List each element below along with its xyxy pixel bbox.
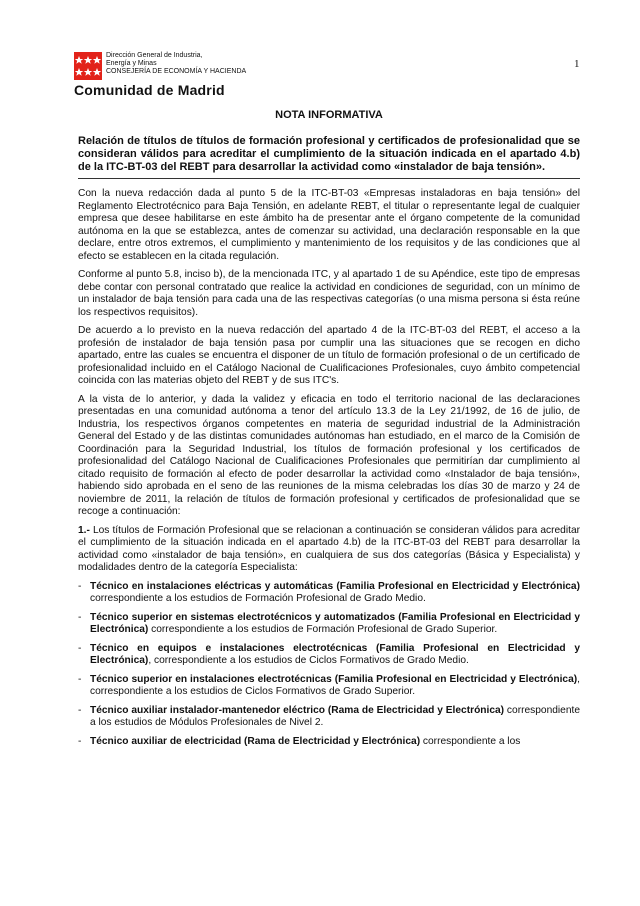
paragraph: Conforme al punto 5.8, inciso b), de la mencionada ITC, y al apartado 1 de su Apéndice, este tipo de empresas debe contar con personal contratado que realice la actividad en condiciones de seguridad, con un mínimo de un instalador de baja tensión para cada una de las respectivas categorías (o una misma persona si ésta reúne los respectivos requisitos). (78, 269, 580, 318)
letterhead (74, 48, 314, 98)
list-item (78, 674, 580, 699)
section-text: Los títulos de Formación Profesional que se relacionan a continuación se consideran válidos para acreditar el cumplimiento de la situación indicada en el apartado 4.b) de la ITC-BT-03 del REBT para desarrollar la actividad como «instalador de baja tensión», en cualquiera de sus dos categorías (Básica y Especialista) y modalidades dentro de la categoría Especialista: (78, 524, 580, 573)
brand-name: Comunidad de Madrid (74, 82, 225, 98)
list-bullet: - (78, 642, 82, 654)
qualification-name: Técnico auxiliar de electricidad (Rama de Electricidad y Electrónica) (90, 735, 421, 747)
paragraph: Con la nueva redacción dada al punto 5 de la ITC-BT-03 «Empresas instaladoras en baja tensión» del Reglamento Electrotécnico para Baja Tensión, en adelante REBT, el titular o representante legal de cualquier empresa que desee habilitarse en este ámbito ha de presentar ante el órgano competente de la comunidad autónoma en la que se establezca, antes de comenzar su actividad, una declaración responsable en la que declare, entre otros extremos, el cumplimiento y mantenimiento de los requisitos y de las condiciones que al efecto se establecen en la citada regulación. (78, 188, 580, 262)
qualification-name: Técnico superior en sistemas electrotécnicos y automatizados (Familia Profesional en Electricidad y Electrónica) (90, 611, 580, 635)
section-1-paragraph (78, 525, 580, 575)
document-subtitle: Relación de títulos de títulos de formación profesional y certificados de profesionalidad que se consideran válidos para acreditar el cumplimiento de la situación indicada en el apartado 4.b) de la ITC-BT-03 del REBT para desarrollar la actividad como «instalador de baja tensión». (78, 135, 580, 179)
list-item (78, 705, 580, 730)
list-bullet: - (78, 704, 82, 716)
paragraph: A la vista de lo anterior, y dada la validez y eficacia en todo el territorio nacional de las declaraciones presentadas en una comunidad autónoma a tenor del artículo 13.3 de la Ley 21/1992, de 16 de julio, de Industria, los respectivos órganos competentes en materia de seguridad industrial de la Administración General del Estado y de las distintas comunidades autónomas han estudiado, en el marco de la Comisión de Coordinación para la Seguridad Industrial, los títulos de formación profesional y los certificados de profesionalidad del Catálogo Nacional de Cualificaciones Profesionales que permitirían dar cumplimiento al citado requisito de formación al efecto de poder desarrollar la actividad como «Instalador de baja tensión», habiendo sido aprobada en el seno de las reuniones de la misma celebradas los días 30 de marzo y 24 de noviembre de 2011, la relación de títulos de formación profesional y certificados de profesionalidad que se recoge a continuación: (78, 393, 580, 517)
qualification-name: Técnico en equipos e instalaciones electrotécnicas (Familia Profesional en Electricidad y Electrónica) (90, 642, 580, 666)
qualification-list (78, 581, 580, 749)
list-item (78, 581, 580, 606)
qualification-description: correspondiente a los estudios de Formación Profesional de Grado Superior. (148, 624, 498, 635)
qualification-description: correspondiente a los (420, 735, 521, 747)
list-item (78, 643, 580, 668)
document-body (78, 105, 580, 754)
department-name (106, 52, 246, 76)
section-number: 1.- (78, 524, 90, 536)
comunidad-de-madrid-logo (74, 52, 102, 80)
qualification-description: correspondiente a los estudios de Módulos Profesionales de Nivel 2. (90, 704, 580, 728)
qualification-description: , correspondiente a los estudios de Ciclos Formativos de Grado Superior. (90, 673, 580, 697)
paragraph: De acuerdo a lo previsto en la nueva redacción del apartado 4 de la ITC-BT-03 del REBT, el acceso a la profesión de instalador de baja tensión pasa por cumplir una las situaciones que se recogen en dicho apartado, entre las cuales se encuentra el disponer de un título de formación profesional o de un certificado de profesionalidad incluido en el Catálogo Nacional de Cualificaciones Profesionales, cuyo ámbito competencial coincida con las materias objeto del REBT y de sus ITC's. (78, 325, 580, 386)
page-number: 1 (574, 58, 580, 70)
qualification-name: Técnico auxiliar instalador-mantenedor eléctrico (Rama de Electricidad y Electrónica) (90, 704, 505, 716)
list-item (78, 612, 580, 637)
org-line: CONSEJERÍA DE ECONOMÍA Y HACIENDA (106, 68, 247, 75)
org-line: Energía y Minas (106, 60, 157, 67)
qualification-description: correspondiente a los estudios de Formación Profesional de Grado Medio. (90, 593, 426, 604)
list-bullet: - (78, 735, 82, 747)
list-bullet: - (78, 580, 82, 592)
org-line: Dirección General de Industria, (106, 52, 203, 59)
qualification-name: Técnico en instalaciones eléctricas y automáticas (Familia Profesional en Electricidad y Electrónica) (90, 580, 580, 592)
document-title: NOTA INFORMATIVA (275, 109, 383, 121)
qualification-name: Técnico superior en instalaciones electrotécnicas (Familia Profesional en Electricidad y Electrónica) (90, 673, 578, 685)
list-bullet: - (78, 673, 82, 685)
list-item (78, 736, 580, 749)
list-bullet: - (78, 611, 82, 623)
qualification-description: , correspondiente a los estudios de Ciclos Formativos de Grado Medio. (148, 655, 469, 666)
